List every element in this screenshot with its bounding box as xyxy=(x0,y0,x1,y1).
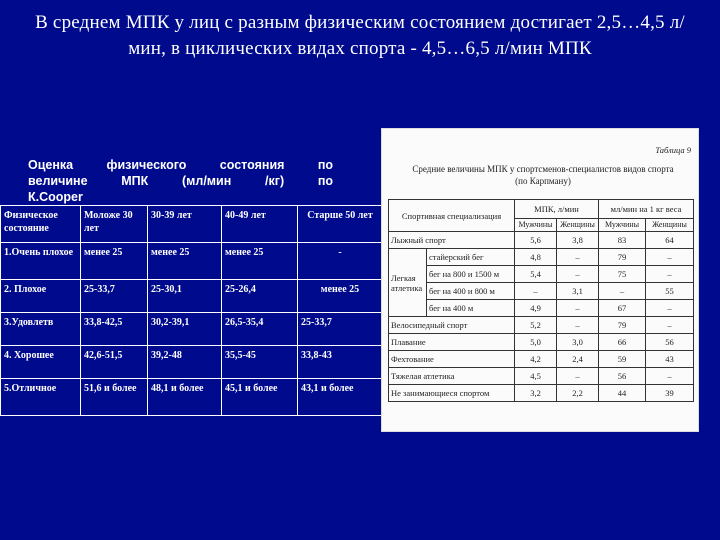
scan-header-cell: МПК, л/мин xyxy=(515,200,599,219)
scan-cell: стайерский бег xyxy=(427,249,515,266)
scan-cell: Тяжелая атлетика xyxy=(389,368,515,385)
scan-row xyxy=(389,351,694,368)
scan-cell: 2,4 xyxy=(557,351,599,368)
scan-cell: 79 xyxy=(599,249,646,266)
header-cell: Моложе 30 лет xyxy=(81,206,148,243)
scan-cell: – xyxy=(557,249,599,266)
caption-line-1: Оценка физического состояния по xyxy=(28,158,333,172)
scan-cell: 4,5 xyxy=(515,368,557,385)
scan-cell: 3,0 xyxy=(557,334,599,351)
table-row xyxy=(1,243,383,280)
table-cell: менее 25 xyxy=(81,243,148,280)
table-cell: 30,2-39,1 xyxy=(148,313,222,346)
scan-row xyxy=(389,317,694,334)
table-row xyxy=(1,313,383,346)
scan-cell: 5,0 xyxy=(515,334,557,351)
table-row xyxy=(1,346,383,379)
table-cell: 25-30,1 xyxy=(148,280,222,313)
table-header-row xyxy=(1,206,383,243)
table-cell: 43,1 и более xyxy=(298,379,383,416)
scan-cell: 4,9 xyxy=(515,300,557,317)
table-cell: 5.Отличное xyxy=(1,379,81,416)
table-cell: 3.Удовлетв xyxy=(1,313,81,346)
scan-cell: 39 xyxy=(646,385,694,402)
sport-vo2max-table xyxy=(388,199,694,402)
table-cell: 35,5-45 xyxy=(222,346,298,379)
scan-cell: 83 xyxy=(599,232,646,249)
scan-header-cell: Мужчины xyxy=(515,219,557,232)
scan-cell: – xyxy=(515,283,557,300)
table-row xyxy=(1,280,383,313)
table-cell: 4. Хорошее xyxy=(1,346,81,379)
scan-cell: 4,8 xyxy=(515,249,557,266)
scan-cell: 56 xyxy=(599,368,646,385)
scan-table-number: Таблица 9 xyxy=(655,145,691,155)
scan-cell: – xyxy=(646,249,694,266)
scan-cell: Не занимающиеся спортом xyxy=(389,385,515,402)
scan-cell: 4,2 xyxy=(515,351,557,368)
scan-cell: 5,6 xyxy=(515,232,557,249)
table-cell: 51,6 и более xyxy=(81,379,148,416)
scan-row xyxy=(389,283,694,300)
table-cell: - xyxy=(298,243,383,280)
cooper-table-caption xyxy=(28,157,333,205)
scan-cell: бег на 400 и 800 м xyxy=(427,283,515,300)
scan-heading-line-1: Средние величины МПК у спортсменов-специалистов видов спорта xyxy=(412,164,674,174)
scan-header-cell: Мужчины xyxy=(599,219,646,232)
scan-cell: 79 xyxy=(599,317,646,334)
scan-cell: 43 xyxy=(646,351,694,368)
scan-cell: 3,8 xyxy=(557,232,599,249)
scan-row xyxy=(389,385,694,402)
scan-cell: 3,1 xyxy=(557,283,599,300)
scan-cell: Велосипедный спорт xyxy=(389,317,515,334)
scan-cell: 2,2 xyxy=(557,385,599,402)
scan-cell: бег на 400 м xyxy=(427,300,515,317)
table-cell: 25-33,7 xyxy=(81,280,148,313)
scan-cell: Легкая атлетика xyxy=(389,249,427,317)
scan-header-cell: Спортивная специализация xyxy=(389,200,515,232)
scan-cell: – xyxy=(646,317,694,334)
scan-cell: Фехтование xyxy=(389,351,515,368)
scan-row xyxy=(389,266,694,283)
table-cell: менее 25 xyxy=(148,243,222,280)
caption-line-3: К.Cooper xyxy=(28,190,83,204)
scan-cell: 64 xyxy=(646,232,694,249)
header-cell: Физическое состояние xyxy=(1,206,81,243)
scan-header-cell: Женщины xyxy=(646,219,694,232)
header-cell: Старше 50 лет xyxy=(298,206,383,243)
cooper-vo2max-table xyxy=(0,205,383,416)
table-cell: менее 25 xyxy=(298,280,383,313)
table-cell: 42,6-51,5 xyxy=(81,346,148,379)
scan-cell: 3,2 xyxy=(515,385,557,402)
scan-cell: – xyxy=(557,368,599,385)
scan-cell: 75 xyxy=(599,266,646,283)
scan-cell: – xyxy=(646,368,694,385)
slide-title: В среднем МПК у лиц с разным физическим состоянием достигает 2,5…4,5 л/мин, в циклических видах спорта - 4,5…6,5 л/мин МПК xyxy=(35,12,685,59)
scan-cell: 5,2 xyxy=(515,317,557,334)
table-cell: 33,8-43 xyxy=(298,346,383,379)
scanned-table-image xyxy=(381,128,699,432)
scan-cell: 5,4 xyxy=(515,266,557,283)
table-cell: 48,1 и более xyxy=(148,379,222,416)
table-cell: менее 25 xyxy=(222,243,298,280)
table-cell: 2. Плохое xyxy=(1,280,81,313)
scan-row xyxy=(389,334,694,351)
table-cell: 45,1 и более xyxy=(222,379,298,416)
scan-cell: 66 xyxy=(599,334,646,351)
scan-cell: 55 xyxy=(646,283,694,300)
table-cell: 39,2-48 xyxy=(148,346,222,379)
table-cell: 1.Очень плохое xyxy=(1,243,81,280)
table-cell: 25-26,4 xyxy=(222,280,298,313)
scan-cell: – xyxy=(599,283,646,300)
scan-cell: – xyxy=(557,317,599,334)
scan-cell: – xyxy=(557,300,599,317)
scan-cell: – xyxy=(557,266,599,283)
scan-cell: бег на 800 и 1500 м xyxy=(427,266,515,283)
scan-row xyxy=(389,368,694,385)
header-cell: 40-49 лет xyxy=(222,206,298,243)
scan-table-heading xyxy=(403,163,683,187)
header-cell: 30-39 лет xyxy=(148,206,222,243)
table-cell: 25-33,7 xyxy=(298,313,383,346)
scan-cell: 56 xyxy=(646,334,694,351)
scan-cell: 67 xyxy=(599,300,646,317)
scan-row xyxy=(389,249,694,266)
scan-header-cell: Женщины xyxy=(557,219,599,232)
scan-row xyxy=(389,300,694,317)
scan-header-cell: мл/мин на 1 кг веса xyxy=(599,200,694,219)
scan-cell: 44 xyxy=(599,385,646,402)
scan-row xyxy=(389,232,694,249)
scan-header-row xyxy=(389,200,694,219)
scan-cell: – xyxy=(646,266,694,283)
scan-cell: Плавание xyxy=(389,334,515,351)
table-cell: 26,5-35,4 xyxy=(222,313,298,346)
scan-heading-line-2: (по Карпману) xyxy=(515,176,571,186)
table-cell: 33,8-42,5 xyxy=(81,313,148,346)
caption-line-2: величине МПК (мл/мин /кг) по xyxy=(28,174,333,188)
table-row xyxy=(1,379,383,416)
scan-cell: Лыжный спорт xyxy=(389,232,515,249)
scan-cell: 59 xyxy=(599,351,646,368)
scan-cell: – xyxy=(646,300,694,317)
